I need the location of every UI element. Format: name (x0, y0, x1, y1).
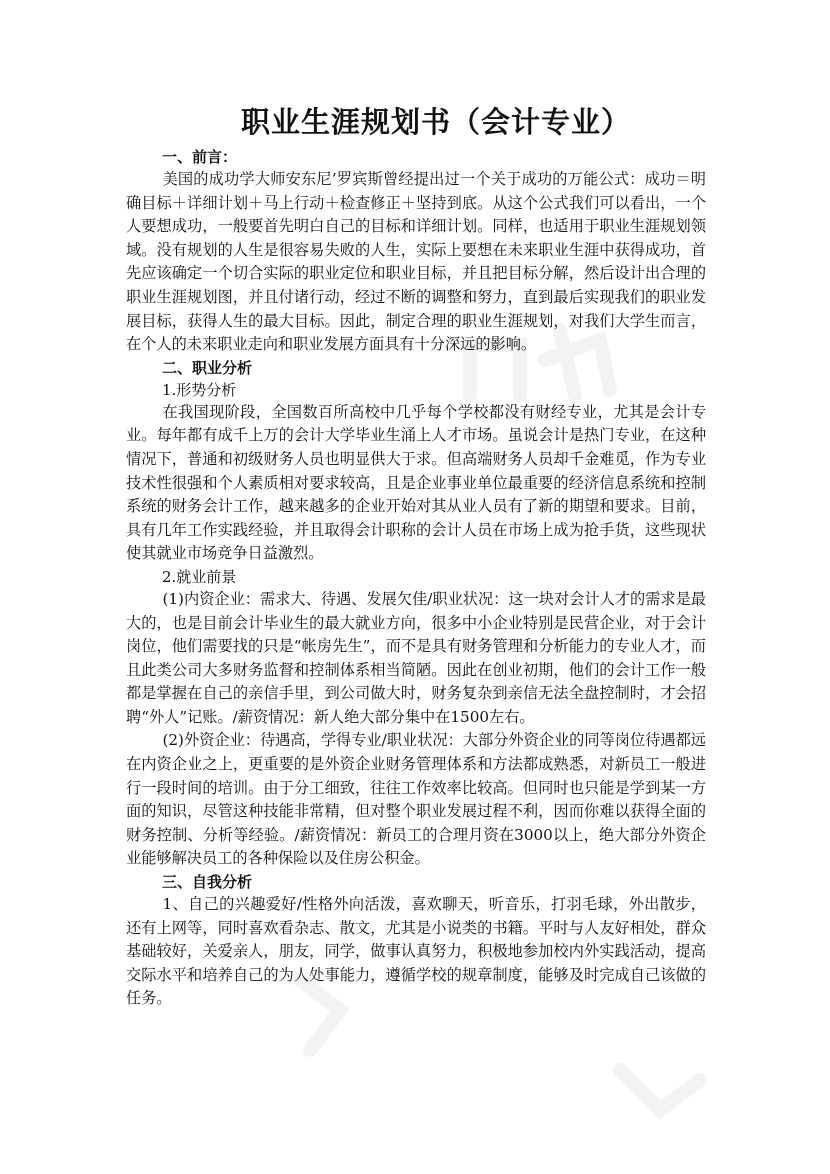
subheading-employment-prospect: 2.就业前景 (162, 567, 237, 586)
self-analysis-paragraph: 1、自己的兴趣爱好/性格外向活泼，喜欢聊天，听音乐，打羽毛球，外出散步，还有上网等，同时喜欢看杂志、散文，尤其是小说类的书籍。平时与人友好相处，群众基础较好，关爱亲人，朋友，同学，做事认真努力，积极地参加校内外实践活动，提高交际水平和培养自己的为人处事能力，遵循学校的规章制度，能够及时完成自己该做的任务。 (126, 895, 706, 1008)
subheading-situation-analysis: 1.形势分析 (162, 380, 237, 399)
document-title: 职业生涯规划书（会计专业） (240, 105, 631, 139)
section-heading-preface: 一、前言： (162, 148, 238, 166)
foreign-enterprise-paragraph: (2)外资企业：待遇高，学得专业/职业状况：大部分外资企业的同等岗位待遇都远在内资企业之上，更重要的是外资企业财务管理体系和方法都成熟悉，对新员工一般进行一段时间的培训。由于分工细致，往往工作效率比较高。但同时也只能是学到某一方面的知识，尽管这种技能非常精，但对整个职业发展过程不利，因而你难以获得全面的财务控制、分析等经验。/薪资情况：新员工的合理月资在3000以上，绝大部分外资企业能够解决员工的各种保险以及住房公积金。 (126, 731, 706, 868)
domestic-enterprise-paragraph: (1)内资企业：需求大、待遇、发展欠佳/职业状况：这一块对会计人才的需求是最大的，也是目前会计毕业生的最大就业方向，很多中小企业特别是民营企业，对于会计岗位，他们需要找的只是“帐房先生”，而不是具有财务管理和分析能力的专业人才，而且此类公司大多财务监督和控制体系相当简陋。因此在创业初期，他们的会计工作一般都是掌握在自己的亲信手里，到公司做大时，财务复杂到亲信无法全盘控制时，才会招聘“外人”记账。/薪资情况：新人绝大部分集中在1500左右。 (126, 589, 706, 726)
watermark-stroke (620, 1070, 700, 1110)
section-heading-self-analysis: 三、自我分析 (162, 873, 253, 892)
situation-paragraph: 在我国现阶段，全国数百所高校中几乎每个学校都没有财经专业，尤其是会计专业。每年都有成千上万的会计大学毕业生涌上人才市场。虽说会计是热门专业，在这种情况下，普通和初级财务人员也明显供大于求。但高端财务人员却千金难觅，作为专业技术性很强和个人素质相对要求较高，且是企业事业单位最重要的经济信息系统和控制系统的财务会计工作，越来越多的企业开始对其从业人员有了新的期望和要求。目前，具有几年工作实践经验，并且取得会计职称的会计人员在市场上成为抢手货，这些现状使其就业市场竞争日益激烈。 (126, 402, 706, 563)
section-heading-career-analysis: 二、职业分析 (162, 358, 253, 377)
preface-paragraph: 美国的成功学大师安东尼’罗宾斯曾经提出过一个关于成功的万能公式：成功＝明确目标＋详细计划＋马上行动＋检查修正＋坚持到底。从这个公式我们可以看出，一个人要想成功，一般要首先明白自己的目标和详细计划。同样，也适用于职业生涯规划领域。没有规划的人生是很容易失败的人生，实际上要想在未来职业生涯中获得成功，首先应该确定一个切合实际的职业定位和职业目标，并且把目标分解，然后设计出合理的职业生涯规划图，并且付诸行动，经过不断的调整和努力，直到最后实现我们的职业发展目标，获得人生的最大目标。因此，制定合理的职业生涯规划，对我们大学生而言，在个人的未来职业走向和职业发展方面具有十分深远的影响。 (126, 170, 706, 354)
document-page (126, 98, 706, 1011)
